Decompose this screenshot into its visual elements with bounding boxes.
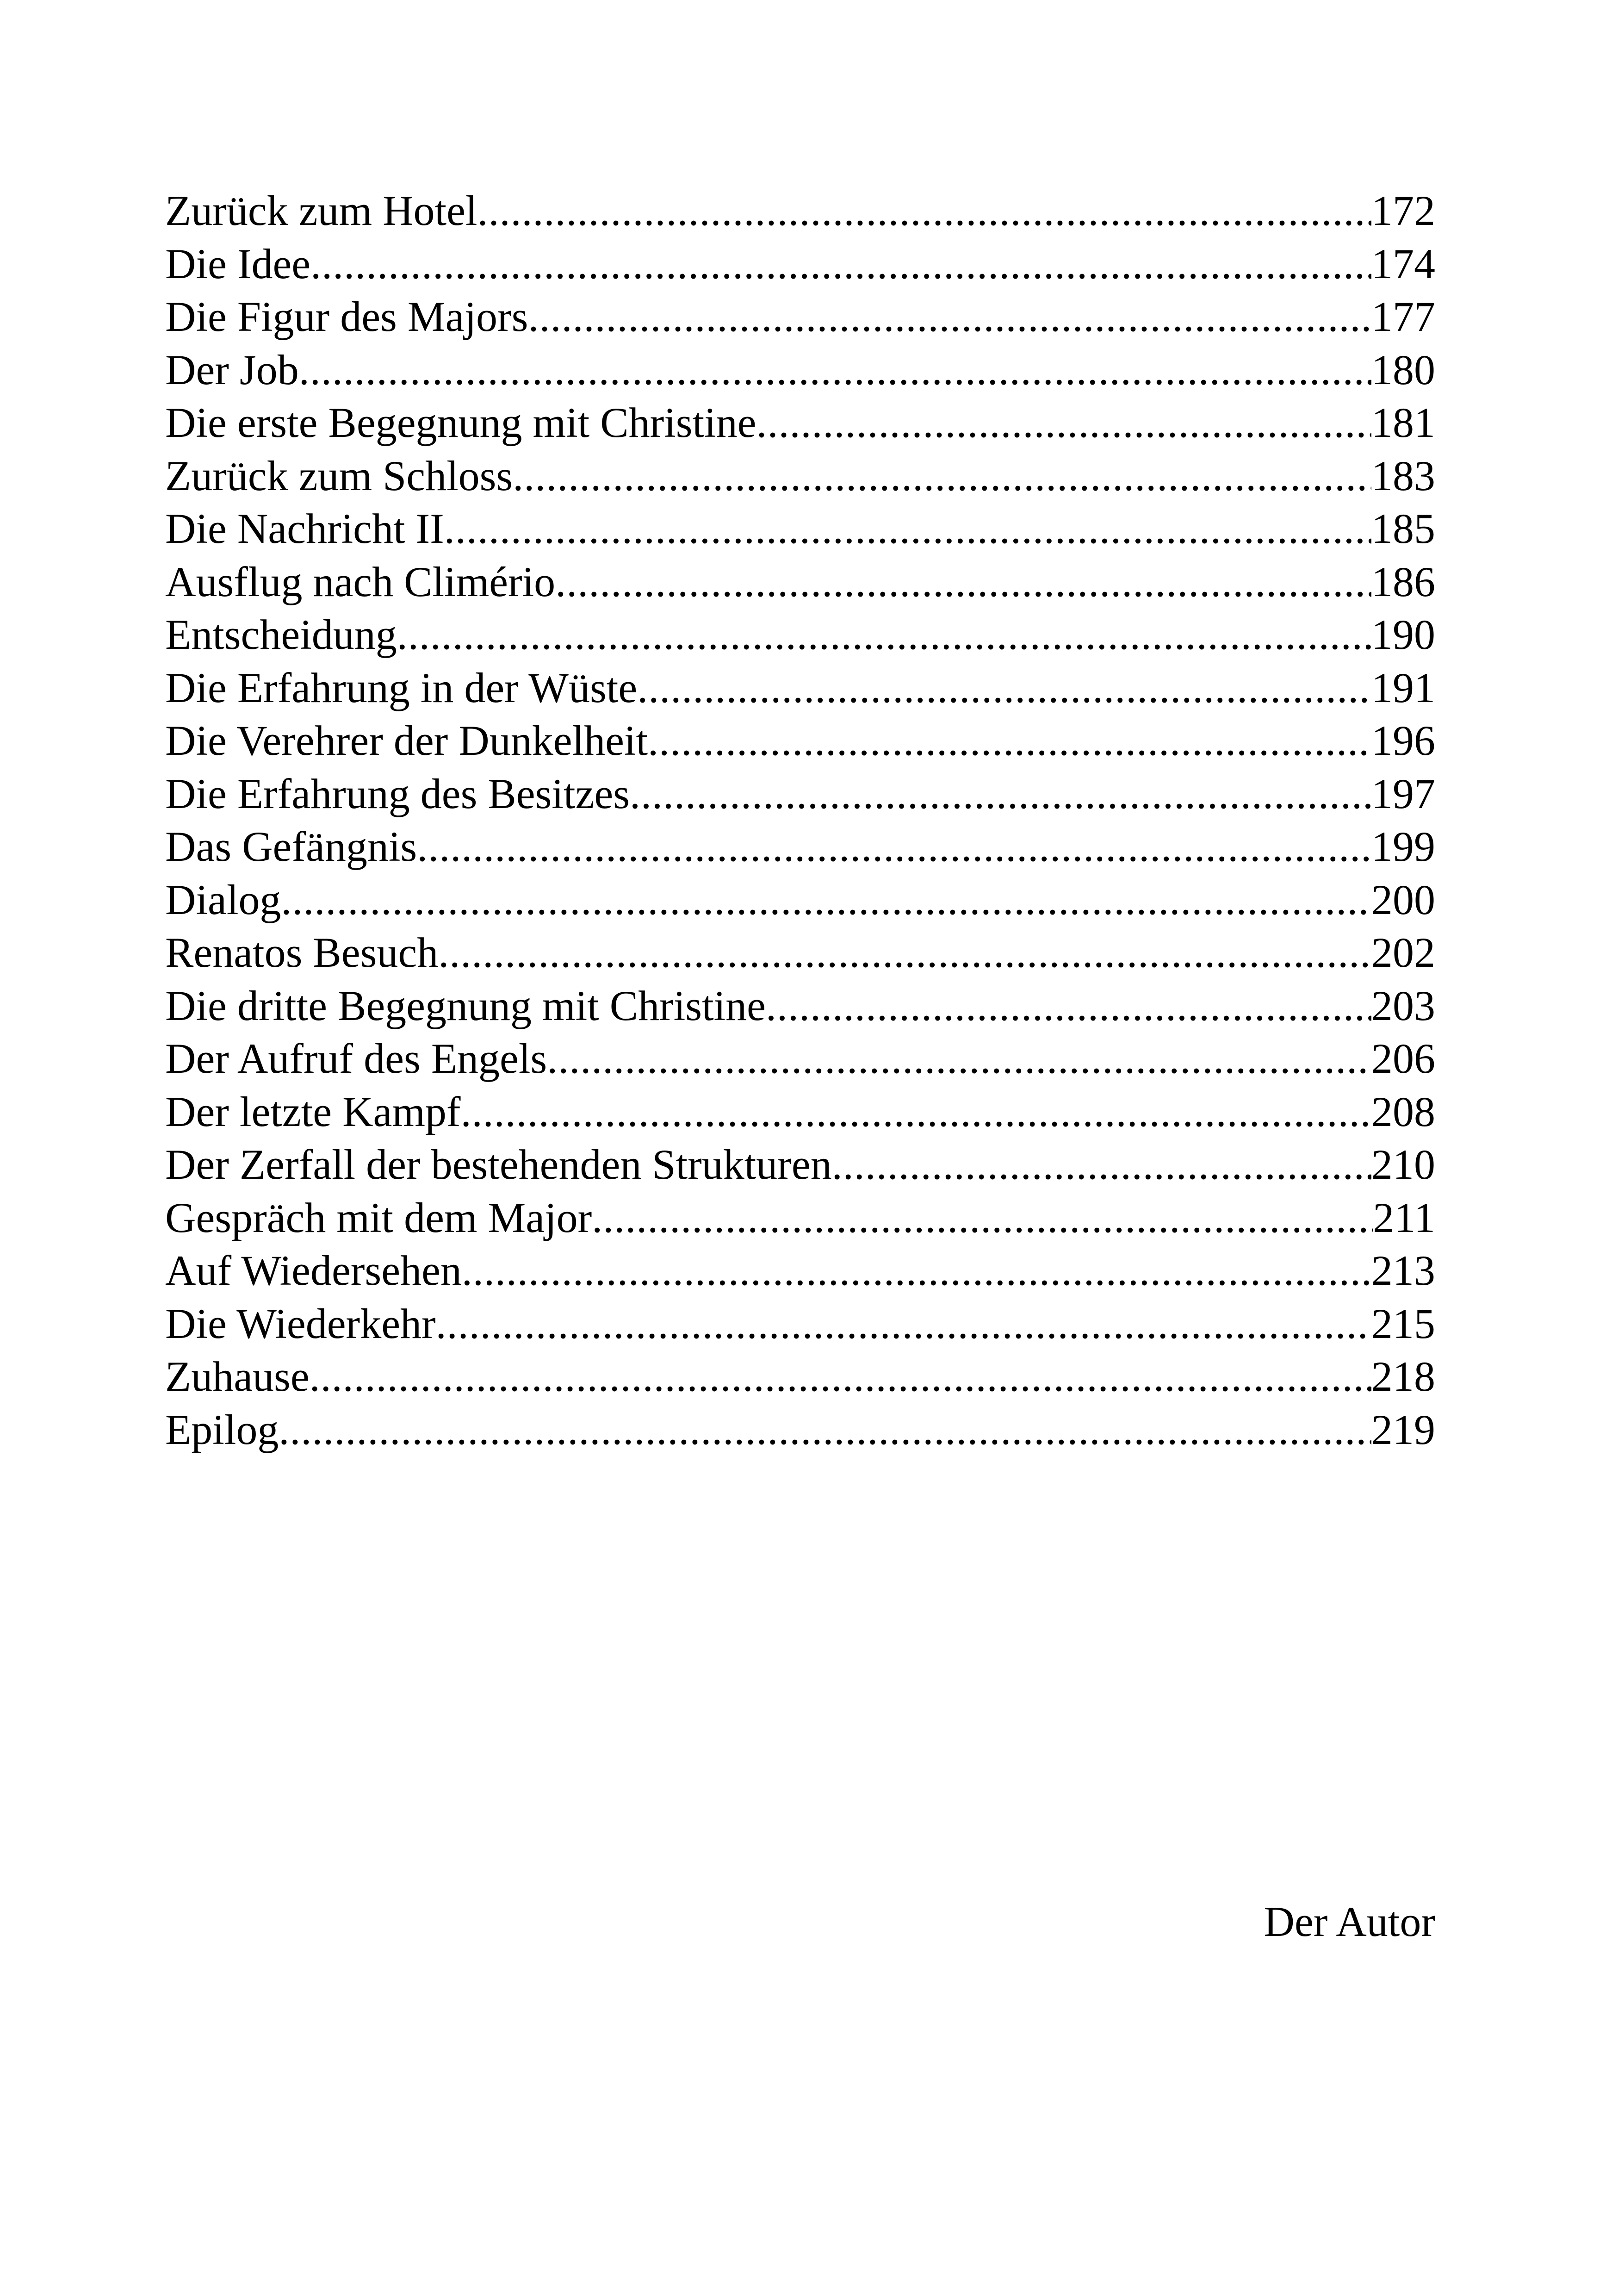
toc-entry-title: Die Erfahrung in der Wüste: [165, 664, 638, 711]
toc-entry: [165, 1138, 1435, 1191]
toc-entry-page: 197: [1371, 770, 1435, 817]
toc-dot-leader: [637, 661, 1371, 715]
toc-entry-page: 211: [1373, 1194, 1435, 1241]
toc-dot-leader: [310, 237, 1371, 291]
toc-dot-leader: [547, 1032, 1371, 1085]
toc-entry-title: Der letzte Kampf: [165, 1088, 461, 1135]
toc-dot-leader: [648, 714, 1371, 767]
toc-entry-title: Die Verehrer der Dunkelheit: [165, 717, 648, 764]
toc-entry: [165, 396, 1435, 449]
toc-entry-title: Die erste Begegnung mit Christine: [165, 399, 756, 446]
toc-entry-page: 181: [1371, 399, 1435, 446]
toc-entry-page: 210: [1371, 1141, 1435, 1188]
toc-entry: [165, 1350, 1435, 1403]
toc-entry-title: Die Nachricht II: [165, 505, 444, 552]
toc-dot-leader: [513, 449, 1371, 503]
toc-dot-leader: [555, 555, 1371, 609]
toc-entry-page: 180: [1371, 346, 1435, 393]
toc-dot-leader: [592, 1191, 1373, 1244]
toc-entry: [165, 1032, 1435, 1085]
toc-entry-title: Zuhause: [165, 1353, 310, 1400]
toc-dot-leader: [438, 926, 1371, 979]
toc-dot-leader: [832, 1138, 1371, 1191]
toc-entry: [165, 1297, 1435, 1350]
toc-entry-title: Die Erfahrung des Besitzes: [165, 770, 630, 817]
toc-entry-title: Der Job: [165, 346, 299, 393]
toc-dot-leader: [444, 502, 1371, 555]
table-of-contents: [165, 184, 1435, 1456]
toc-entry-title: Zurück zum Hotel: [165, 187, 477, 234]
toc-entry: [165, 873, 1435, 927]
toc-dot-leader: [756, 396, 1371, 449]
toc-dot-leader: [461, 1085, 1371, 1139]
toc-dot-leader: [630, 767, 1371, 821]
toc-entry: [165, 290, 1435, 343]
toc-entry-page: 177: [1371, 293, 1435, 340]
toc-entry: [165, 714, 1435, 767]
toc-entry-page: 172: [1371, 187, 1435, 234]
toc-entry-title: Der Aufruf des Engels: [165, 1035, 547, 1082]
toc-entry-page: 199: [1371, 823, 1435, 870]
toc-entry: [165, 1085, 1435, 1139]
toc-entry: [165, 1191, 1435, 1244]
toc-entry: [165, 343, 1435, 397]
toc-entry-page: 191: [1371, 664, 1435, 711]
toc-entry-title: Renatos Besuch: [165, 929, 439, 976]
toc-dot-leader: [397, 608, 1371, 661]
toc-dot-leader: [436, 1297, 1371, 1350]
toc-entry-title: Dialog: [165, 876, 281, 923]
toc-entry: [165, 608, 1435, 661]
toc-entry-title: Der Zerfall der bestehenden Strukturen: [165, 1141, 832, 1188]
toc-entry-title: Das Gefängnis: [165, 823, 417, 870]
toc-dot-leader: [279, 1403, 1371, 1456]
toc-entry-page: 218: [1371, 1353, 1435, 1400]
toc-dot-leader: [766, 979, 1371, 1033]
toc-entry-title: Ausflug nach Climério: [165, 558, 556, 605]
toc-entry-page: 203: [1371, 982, 1435, 1029]
toc-entry-title: Epilog: [165, 1406, 279, 1453]
toc-dot-leader: [462, 1244, 1371, 1297]
toc-entry-title: Die Wiederkehr: [165, 1300, 436, 1347]
toc-entry-title: Die dritte Begegnung mit Christine: [165, 982, 766, 1029]
toc-entry-page: 183: [1371, 452, 1435, 499]
toc-entry: [165, 237, 1435, 291]
toc-entry-page: 215: [1371, 1300, 1435, 1347]
toc-entry-page: 185: [1371, 505, 1435, 552]
toc-entry-page: 213: [1371, 1247, 1435, 1294]
toc-entry: [165, 502, 1435, 555]
toc-dot-leader: [417, 820, 1371, 873]
author-signature: Der Autor: [1264, 1898, 1435, 1945]
toc-entry-page: 174: [1371, 240, 1435, 287]
toc-dot-leader: [281, 873, 1371, 927]
toc-entry: [165, 555, 1435, 609]
toc-entry-page: 190: [1371, 611, 1435, 658]
toc-entry-title: Gespräch mit dem Major: [165, 1194, 592, 1241]
toc-entry-page: 186: [1371, 558, 1435, 605]
toc-entry: [165, 979, 1435, 1033]
toc-entry: [165, 767, 1435, 821]
toc-entry-page: 208: [1371, 1088, 1435, 1135]
toc-dot-leader: [310, 1350, 1371, 1403]
toc-entry-page: 219: [1371, 1406, 1435, 1453]
toc-entry-title: Zurück zum Schloss: [165, 452, 513, 499]
toc-entry: [165, 820, 1435, 873]
toc-entry-page: 202: [1371, 929, 1435, 976]
toc-entry-title: Die Figur des Majors: [165, 293, 528, 340]
toc-entry: [165, 184, 1435, 237]
toc-entry: [165, 926, 1435, 979]
toc-dot-leader: [477, 184, 1371, 237]
toc-dot-leader: [528, 290, 1371, 343]
toc-dot-leader: [299, 343, 1371, 397]
toc-entry-page: 200: [1371, 876, 1435, 923]
toc-entry: [165, 1244, 1435, 1297]
toc-entry-title: Auf Wiedersehen: [165, 1247, 462, 1294]
toc-entry: [165, 661, 1435, 715]
toc-entry: [165, 449, 1435, 503]
toc-entry-page: 206: [1371, 1035, 1435, 1082]
toc-entry: [165, 1403, 1435, 1456]
toc-entry-title: Entscheidung: [165, 611, 397, 658]
toc-entry-page: 196: [1371, 717, 1435, 764]
toc-entry-title: Die Idee: [165, 240, 311, 287]
